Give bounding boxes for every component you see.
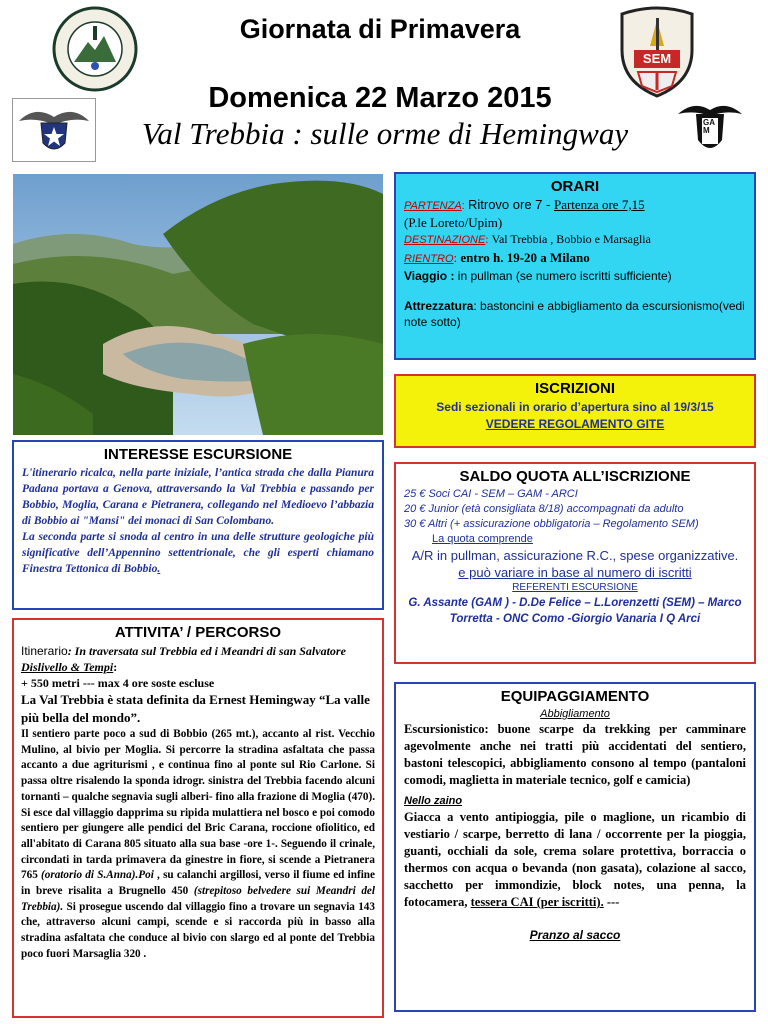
gam-logo-letters: GAM bbox=[703, 118, 715, 135]
interesse-title: INTERESSE ESCURSIONE bbox=[103, 446, 293, 463]
gam-eagle-logo bbox=[676, 96, 744, 158]
zaino-text: Giacca a vento antipioggia, pile o maglione, un ricambio di vestiario / scarpe, berretto di lana / occorrente per la pioggia, guanti, occhiali da sole, crema solare protettiva, borraccia o thermos con acqua o bevanda (non gasata), colazione al sacco, sacchetto per immondizie, block notes, una penna, la fotocamera, bbox=[404, 810, 746, 909]
viaggio-text: in pullman (se numero iscritti sufficiente) bbox=[454, 269, 672, 283]
attrezzatura-label: Attrezzatura bbox=[404, 299, 474, 313]
hemingway-quote: La Val Trebbia è stata definita da Ernest Hemingway “La valle più bella del mondo”. bbox=[21, 692, 370, 725]
dislivello-label: Dislivello & Tempi bbox=[21, 660, 114, 674]
cai-eagle-logo bbox=[12, 98, 96, 162]
tessera-cai: tessera CAI (per iscritti). bbox=[470, 895, 604, 909]
quota-variare: e può variare in base al numero di iscritti bbox=[458, 565, 692, 580]
club-logo-circle bbox=[52, 6, 138, 92]
attrezzatura-text: : bastoncini e abbigliamento da escursionismo(vedi note sotto) bbox=[404, 299, 745, 329]
percorso-body-italic2: (strepitoso belvedere sui Meandri del Trebbia). bbox=[21, 885, 375, 913]
itinerario-text: : In traversata sul Trebbia ed i Meandri di san Salvatore bbox=[67, 644, 346, 658]
viaggio-label: Viaggio : bbox=[404, 269, 455, 283]
destinazione-text: Val Trebbia , Bobbio e Marsaglia bbox=[491, 232, 651, 246]
val-trebbia-photo bbox=[13, 174, 383, 435]
zaino-label: Nello zaino bbox=[404, 795, 463, 807]
tessera-end: --- bbox=[603, 895, 620, 909]
saldo-line1: 25 € Soci CAI - SEM – GAM - ARCI bbox=[404, 488, 578, 500]
rientro-label: RIENTRO bbox=[404, 253, 454, 265]
event-title: Giornata di Primavera bbox=[239, 14, 521, 44]
dislivello-colon: : bbox=[113, 660, 118, 674]
page-subtitle: Val Trebbia : sulle orme di Hemingway bbox=[141, 116, 629, 151]
equipaggiamento-box bbox=[394, 682, 756, 1012]
interesse-box bbox=[12, 440, 384, 610]
iscrizioni-box bbox=[394, 374, 756, 448]
orari-title: ORARI bbox=[550, 178, 600, 195]
sem-shield-logo bbox=[616, 6, 698, 98]
partenza-label: PARTENZA bbox=[404, 200, 462, 212]
iscrizioni-line1: Sedi sezionali in orario d’apertura sino al 19/3/15 bbox=[436, 400, 714, 414]
dislivello-text: + 550 metri --- max 4 ore soste escluse bbox=[21, 676, 215, 690]
sem-shield-text: SEM bbox=[642, 51, 672, 66]
saldo-box bbox=[394, 462, 756, 664]
percorso-body-italic1: (oratorio di S.Anna).Poi bbox=[41, 869, 154, 882]
partenza-text: Ritrovo ore 7 - bbox=[467, 197, 554, 212]
referenti-text: G. Assante (GAM ) - D.De Felice – L.Lorenzetti (SEM) – Marco Torretta - ONC Como -Giorgio Vanaria I Q Arci bbox=[408, 597, 742, 625]
quota-comprende-label: La quota comprende bbox=[432, 533, 533, 545]
iscrizioni-title: ISCRIZIONI bbox=[534, 380, 615, 397]
attivita-box bbox=[12, 618, 384, 1018]
pranzo-al-sacco: Pranzo al sacco bbox=[529, 928, 621, 942]
referenti-label: REFERENTI ESCURSIONE bbox=[512, 582, 638, 593]
percorso-body3: Si prosegue uscendo dal villaggio fino a trovare un segnavia 143 che, attraverso alcuni campi, scende e si raccorda più in basso alla stradina asfaltata che conduce al bivio con slargo ed al ponte del Trebbia poco fuori Marsaglia 320 . bbox=[21, 900, 375, 960]
equipaggiamento-title: EQUIPAGGIAMENTO bbox=[500, 688, 650, 705]
saldo-line3: 30 € Altri (+ assicurazione obbligatoria – Regolamento SEM) bbox=[404, 518, 699, 530]
rientro-text: entro h. 19-20 a Milano bbox=[460, 250, 590, 265]
saldo-title: SALDO QUOTA ALL’ISCRIZIONE bbox=[459, 468, 691, 485]
quota-comprende-text: A/R in pullman, assicurazione R.C., spese organizzative. bbox=[411, 548, 739, 563]
orari-box: ORARI PARTENZA: Ritrovo ore 7 - Partenza ore 7,15 (P.le Loreto/Upim) DESTINAZIONE: Val Trebbia , Bobbio e Marsaglia RIENTRO: entro h. 19-20 a Milano Viaggio : in pullman (se numero iscritti sufficiente) Attrezzatura: bastoncini e abbigliamento da escursionismo(vedi note sotto) bbox=[394, 172, 756, 360]
abbigliamento-text: Escursionistico: buone scarpe da trekking per camminare agevolmente anche nei tratti più accidentati del sentiero, bastoni telescopici, abbigliamento consono al tempo (pantaloni comodi, maglietta in materiale tecnico, golf e camicia) bbox=[404, 722, 746, 787]
interesse-text2-end: . bbox=[157, 563, 161, 575]
destinazione-label: DESTINAZIONE bbox=[404, 234, 486, 246]
partenza-time: Partenza ore 7,15 bbox=[553, 197, 645, 212]
percorso-body1: Il sentiero parte poco a sud di Bobbio (265 mt.), accanto al rist. Vecchio Mulino, al bivio per Moglia. Si percorre la stradina asfaltata che passa accanto a due agriturismi , e continua fino al ponte sul Rio Carlone. Si passa oltre risalendo la sponda idrogr. sinistra del Trebbia facendo alcuni tornanti – qualche segnavia sugli alberi- fino alla frazione di Moglia (470). Si esce dal villaggio dapprima su ripida mulattiera nel bosco e poi comodo sentiero per giungere alle pendici del Bric Carana, roccione ofiolitico, ed all'abitato di Carana 805 situato alla sua base -ore 1-. Seguendo il crinale, circondati in tarda primavera da ginestre in fiore, si scende a Pietranera 765 bbox=[21, 728, 375, 882]
itinerario-label: Itinerario bbox=[21, 644, 68, 658]
abbigliamento-label: Abbigliamento bbox=[540, 708, 610, 720]
saldo-line2: 20 € Junior (età consigliata 8/18) accompagnati da adulto bbox=[404, 503, 684, 515]
partenza-place: (P.le Loreto/Upim) bbox=[404, 215, 503, 230]
interesse-text2: La seconda parte si snoda al centro in una delle strutture geologiche più significative dell’Appennino settentrionale, che gli esperti chiamano Finestra Tettonica di Bobbio bbox=[22, 531, 374, 575]
percorso-body2: , su calanchi argillosi, verso il fiume ed infine in breve risalita a Brugnello 450 bbox=[21, 869, 375, 898]
date-title: Domenica 22 Marzo 2015 bbox=[208, 82, 552, 114]
interesse-text1: L'itinerario ricalca, nella parte iniziale, l’antica strada che dalla Pianura Padana portava a Genova, attraversando la Val Trebbia e passando per Bobbio, Moglia, Carana e Pietranera, collegando nel Medioevo l’abbazia di Bobbio ai "Mansi" dei monaci di San Colombano. bbox=[22, 467, 374, 527]
attivita-title: ATTIVITA’ / PERCORSO bbox=[114, 624, 282, 641]
regolamento-link[interactable]: VEDERE REGOLAMENTO GITE bbox=[485, 417, 665, 431]
